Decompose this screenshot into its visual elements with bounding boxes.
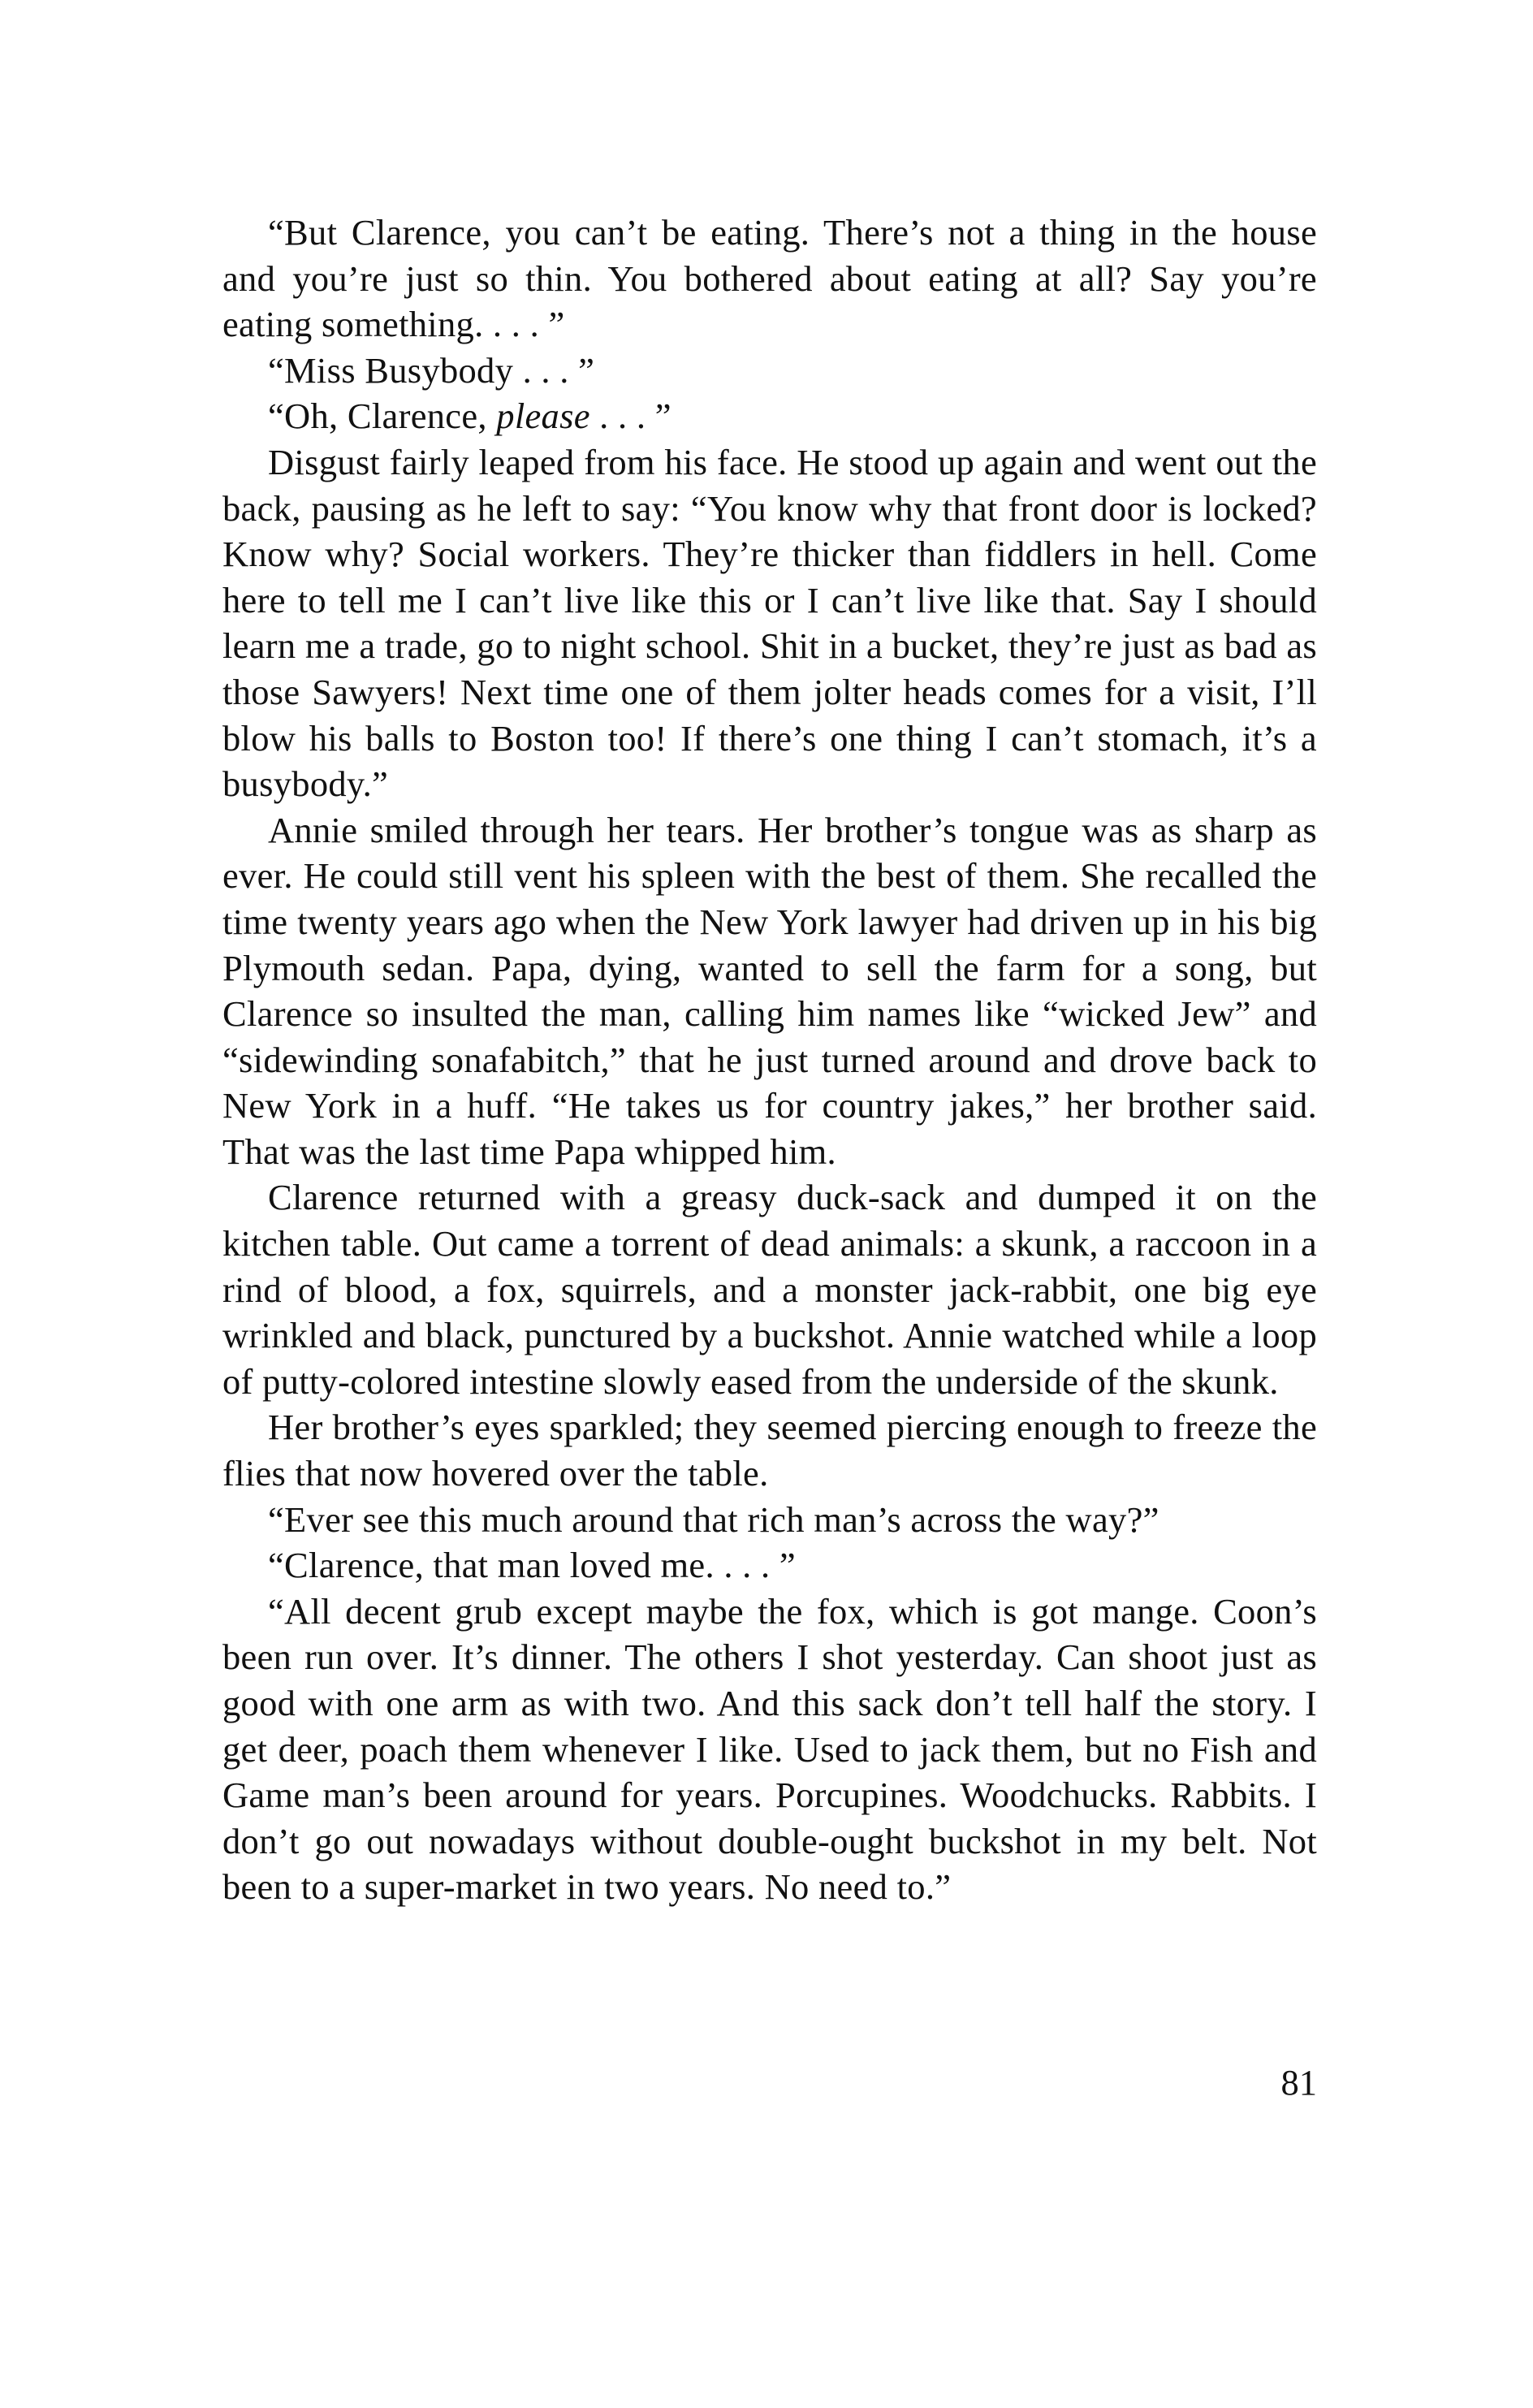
paragraph-3-italic: please bbox=[496, 396, 590, 437]
paragraph-3-after: . . . ” bbox=[589, 396, 671, 437]
paragraph-3 bbox=[222, 393, 1317, 439]
paragraph-5: Annie smiled through her tears. Her brother’s tongue was as sharp as ever. He could still vent his spleen with the best of them. She recalled the time twenty years ago when the New York lawyer had driven up in his big Plymouth sedan. Papa, dying, wanted to sell the farm for a song, but Clarence so insulted the man, calling him names like “wicked Jew” and “sidewinding sonafabitch,” that he just turned around and drove back to New York in a huff. “He takes us for country jakes,” her brother said. That was the last time Papa whipped him. bbox=[222, 809, 1317, 1172]
page-number: 81 bbox=[1280, 2062, 1317, 2103]
paragraph-2: “Miss Busybody . . . ” bbox=[268, 349, 595, 391]
paragraph-10: “All decent grub except maybe the fox, which is got mange. Coon’s been run over. It’s dinner. The others I shot yesterday. Can shoot just as good with one arm as with two. And this sack don’t tell half the story. I get deer, poach them whenever I like. Used to jack them, but no Fish and Game man’s been around for years. Porcupines. Woodchucks. Rabbits. I don’t go out nowadays without double-ought buckshot in my belt. Not been to a super-market in two years. No need to.” bbox=[222, 1590, 1317, 1908]
paragraph-3-before: “Oh, Clarence, bbox=[268, 396, 497, 437]
paragraph-6: Clarence returned with a greasy duck-sack and dumped it on the kitchen table. Out came a torrent of dead animals: a skunk, a raccoon in a rind of blood, a fox, squirrels, and a monster jack-rabbit, one big eye wrinkled and black, punctured by a buckshot. Annie watched while a loop of putty-colored intestine slowly eased from the underside of the skunk. bbox=[222, 1177, 1317, 1402]
paragraph-1: “But Clarence, you can’t be eating. There’s not a thing in the house and you’re just so thin. You bothered about eating at all? Say you’re eating something. . . . ” bbox=[222, 212, 1317, 345]
paragraph-9: “Clarence, that man loved me. . . . ” bbox=[268, 1545, 796, 1586]
paragraph-4: Disgust fairly leaped from his face. He stood up again and went out the back, pausing as he left to say: “You know why that front door is locked? Know why? Social workers. They’re thicker than fiddlers in hell. Come here to tell me I can’t live like this or I can’t live like that. Say I should learn me a trade, go to night school. Shit in a bucket, they’re just as bad as those Sawyers! Next time one of them jolter heads comes for a visit, I’ll blow his balls to Boston too! If there’s one thing I can’t stomach, it’s a busybody.” bbox=[222, 441, 1317, 805]
body-text bbox=[222, 210, 1317, 1910]
paragraph-7: Her brother’s eyes sparkled; they seemed piercing enough to freeze the flies that now hovered over the table. bbox=[222, 1407, 1317, 1494]
paragraph-8: “Ever see this much around that rich man’s across the way?” bbox=[268, 1498, 1159, 1540]
